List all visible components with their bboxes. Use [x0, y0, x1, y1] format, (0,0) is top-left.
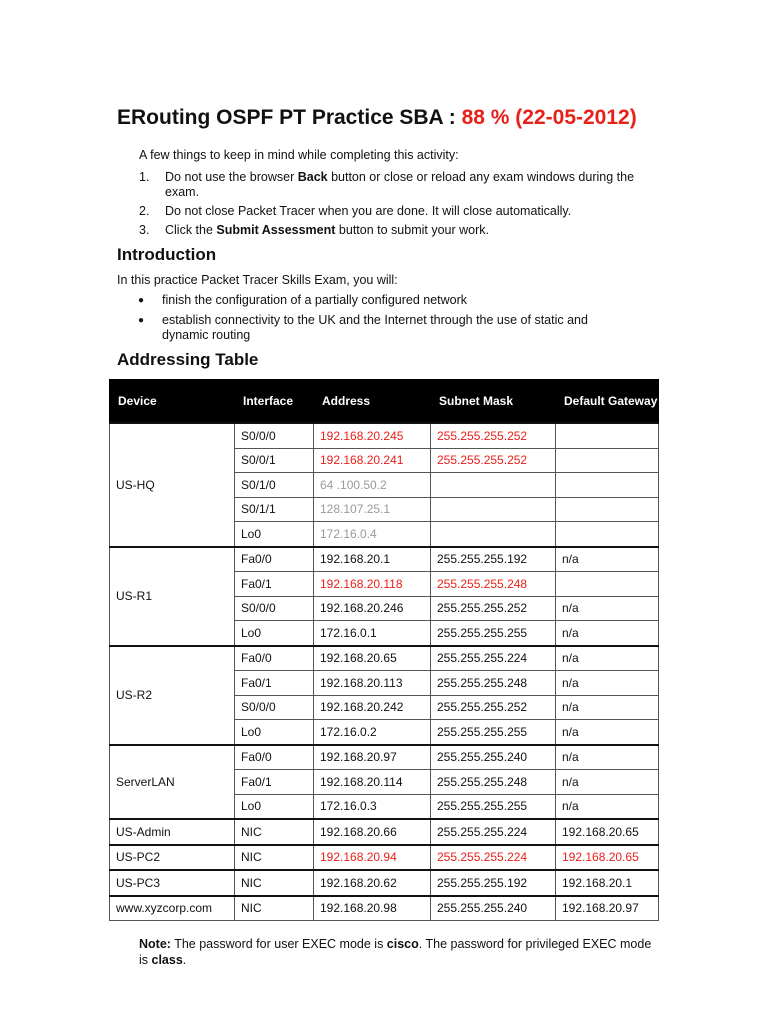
gateway-cell: 192.168.20.65	[556, 819, 659, 845]
address-cell: 192.168.20.1	[314, 547, 431, 572]
device-group	[110, 845, 659, 871]
gateway-cell	[556, 448, 659, 473]
interface-cell: Fa0/0	[235, 745, 314, 770]
address-cell: 172.16.0.3	[314, 794, 431, 819]
subnet-mask-cell: 255.255.255.240	[431, 745, 556, 770]
gateway-cell	[556, 572, 659, 597]
interface-cell: Fa0/1	[235, 572, 314, 597]
address-cell: 192.168.20.246	[314, 596, 431, 621]
subnet-mask-cell: 255.255.255.248	[431, 770, 556, 795]
subnet-mask-cell: 255.255.255.255	[431, 720, 556, 745]
gateway-cell	[556, 497, 659, 522]
bullet-icon: ●	[138, 295, 145, 306]
step-number: 3.	[139, 223, 150, 237]
table-row	[110, 646, 659, 671]
table-header-row	[110, 380, 659, 424]
subnet-mask-cell: 255.255.255.192	[431, 547, 556, 572]
interface-cell: S0/1/1	[235, 497, 314, 522]
gateway-cell: n/a	[556, 671, 659, 696]
gateway-cell: 192.168.20.1	[556, 870, 659, 896]
device-cell: ServerLAN	[110, 745, 235, 820]
device-cell: www.xyzcorp.com	[110, 896, 235, 921]
table-row	[110, 870, 659, 896]
step-number: 2.	[139, 204, 150, 218]
step-text: Do not close Packet Tracer when you are done. It will close automatically.	[165, 204, 572, 218]
address-cell: 172.16.0.4	[314, 522, 431, 547]
subnet-mask-cell: 255.255.255.224	[431, 646, 556, 671]
page-title	[117, 106, 637, 130]
instruction-steps	[139, 170, 659, 242]
table-row	[110, 845, 659, 871]
subnet-mask-cell: 255.255.255.192	[431, 870, 556, 896]
subnet-mask-cell: 255.255.255.252	[431, 448, 556, 473]
address-cell: 192.168.20.65	[314, 646, 431, 671]
gateway-cell: n/a	[556, 770, 659, 795]
device-group	[110, 547, 659, 646]
header-device: Device	[110, 380, 235, 424]
address-cell: 192.168.20.66	[314, 819, 431, 845]
subnet-mask-cell	[431, 497, 556, 522]
step-text-end: button or close or reload any exam windows during the exam.	[165, 170, 635, 199]
subnet-mask-cell: 255.255.255.252	[431, 423, 556, 448]
address-cell: 192.168.20.97	[314, 745, 431, 770]
subnet-mask-cell: 255.255.255.224	[431, 819, 556, 845]
addressing-table	[109, 379, 659, 921]
introduction-bullets	[117, 293, 637, 348]
device-cell: US-R1	[110, 547, 235, 646]
interface-cell: Fa0/1	[235, 770, 314, 795]
interface-cell: NIC	[235, 896, 314, 921]
interface-cell: NIC	[235, 819, 314, 845]
address-cell: 128.107.25.1	[314, 497, 431, 522]
step-text: Click the	[165, 223, 217, 237]
subnet-mask-cell: 255.255.255.252	[431, 596, 556, 621]
step-emphasis: Submit Assessment	[216, 223, 336, 237]
note-text-3: .	[182, 953, 187, 967]
interface-cell: Fa0/1	[235, 671, 314, 696]
gateway-cell: n/a	[556, 695, 659, 720]
interface-cell: Fa0/0	[235, 547, 314, 572]
device-group	[110, 745, 659, 820]
address-cell: 64 .100.50.2	[314, 473, 431, 498]
subnet-mask-cell: 255.255.255.255	[431, 621, 556, 646]
gateway-cell: n/a	[556, 794, 659, 819]
note-bold-cisco: cisco	[386, 937, 419, 951]
interface-cell: S0/0/1	[235, 448, 314, 473]
interface-cell: NIC	[235, 845, 314, 871]
subnet-mask-cell	[431, 522, 556, 547]
interface-cell: Lo0	[235, 621, 314, 646]
note-text-1: The password for user EXEC mode is	[170, 937, 387, 951]
address-cell: 192.168.20.245	[314, 423, 431, 448]
bullet-text: establish connectivity to the UK and the Internet through the use of static and dynamic routing	[162, 313, 588, 342]
subnet-mask-cell: 255.255.255.248	[431, 572, 556, 597]
table-row	[110, 423, 659, 448]
address-cell: 192.168.20.114	[314, 770, 431, 795]
address-cell: 172.16.0.1	[314, 621, 431, 646]
bullet-icon: ●	[138, 315, 145, 326]
interface-cell: Lo0	[235, 720, 314, 745]
step-emphasis: Back	[297, 170, 328, 184]
interface-cell: NIC	[235, 870, 314, 896]
subnet-mask-cell: 255.255.255.252	[431, 695, 556, 720]
instruction-step	[139, 204, 659, 219]
device-cell: US-R2	[110, 646, 235, 745]
introduction-bullet	[117, 293, 637, 308]
table-row	[110, 819, 659, 845]
title-score: 88 % (22-05-2012)	[461, 106, 637, 129]
address-cell: 192.168.20.118	[314, 572, 431, 597]
subnet-mask-cell: 255.255.255.255	[431, 794, 556, 819]
address-cell: 192.168.20.94	[314, 845, 431, 871]
gateway-cell: n/a	[556, 621, 659, 646]
table-row	[110, 547, 659, 572]
title-main: ERouting OSPF PT Practice SBA :	[117, 106, 462, 129]
subnet-mask-cell: 255.255.255.224	[431, 845, 556, 871]
subnet-mask-cell: 255.255.255.248	[431, 671, 556, 696]
interface-cell: Lo0	[235, 794, 314, 819]
table-row	[110, 745, 659, 770]
instruction-step	[139, 170, 659, 200]
interface-cell: S0/0/0	[235, 596, 314, 621]
address-cell: 192.168.20.98	[314, 896, 431, 921]
introduction-bullet	[117, 313, 637, 343]
gateway-cell	[556, 423, 659, 448]
device-cell: US-PC3	[110, 870, 235, 896]
instruction-step	[139, 223, 659, 238]
introduction-lead: In this practice Packet Tracer Skills Exam, you will:	[117, 273, 398, 287]
header-subnet-mask: Subnet Mask	[431, 380, 556, 424]
subnet-mask-cell: 255.255.255.240	[431, 896, 556, 921]
step-number: 1.	[139, 170, 150, 184]
gateway-cell: 192.168.20.97	[556, 896, 659, 921]
gateway-cell: n/a	[556, 596, 659, 621]
gateway-cell: n/a	[556, 720, 659, 745]
gateway-cell	[556, 473, 659, 498]
device-group	[110, 646, 659, 745]
address-cell: 172.16.0.2	[314, 720, 431, 745]
interface-cell: S0/1/0	[235, 473, 314, 498]
address-cell: 192.168.20.242	[314, 695, 431, 720]
device-cell: US-HQ	[110, 423, 235, 547]
gateway-cell	[556, 522, 659, 547]
note-text-2: . The password for privileged EXEC mode is	[139, 937, 652, 967]
addressing-table-heading: Addressing Table	[117, 350, 259, 369]
step-text: Do not use the browser	[165, 170, 298, 184]
device-group	[110, 819, 659, 845]
device-group	[110, 896, 659, 921]
subnet-mask-cell	[431, 473, 556, 498]
header-interface: Interface	[235, 380, 314, 424]
gateway-cell: n/a	[556, 646, 659, 671]
note-bold-class: class	[151, 953, 183, 967]
device-group	[110, 870, 659, 896]
note-label: Note:	[139, 937, 171, 951]
bullet-text: finish the configuration of a partially configured network	[162, 293, 468, 307]
header-address: Address	[314, 380, 431, 424]
interface-cell: Lo0	[235, 522, 314, 547]
header-default-gateway: Default Gateway	[556, 380, 659, 424]
address-cell: 192.168.20.113	[314, 671, 431, 696]
introduction-heading: Introduction	[117, 245, 217, 264]
gateway-cell: n/a	[556, 547, 659, 572]
device-cell: US-Admin	[110, 819, 235, 845]
interface-cell: S0/0/0	[235, 423, 314, 448]
interface-cell: S0/0/0	[235, 695, 314, 720]
device-cell: US-PC2	[110, 845, 235, 871]
gateway-cell: 192.168.20.65	[556, 845, 659, 871]
step-text-end: button to submit your work.	[335, 223, 489, 237]
address-cell: 192.168.20.241	[314, 448, 431, 473]
password-note	[139, 936, 659, 968]
address-cell: 192.168.20.62	[314, 870, 431, 896]
gateway-cell: n/a	[556, 745, 659, 770]
table-row	[110, 896, 659, 921]
device-group	[110, 423, 659, 547]
keep-in-mind-text: A few things to keep in mind while completing this activity:	[139, 148, 459, 162]
interface-cell: Fa0/0	[235, 646, 314, 671]
